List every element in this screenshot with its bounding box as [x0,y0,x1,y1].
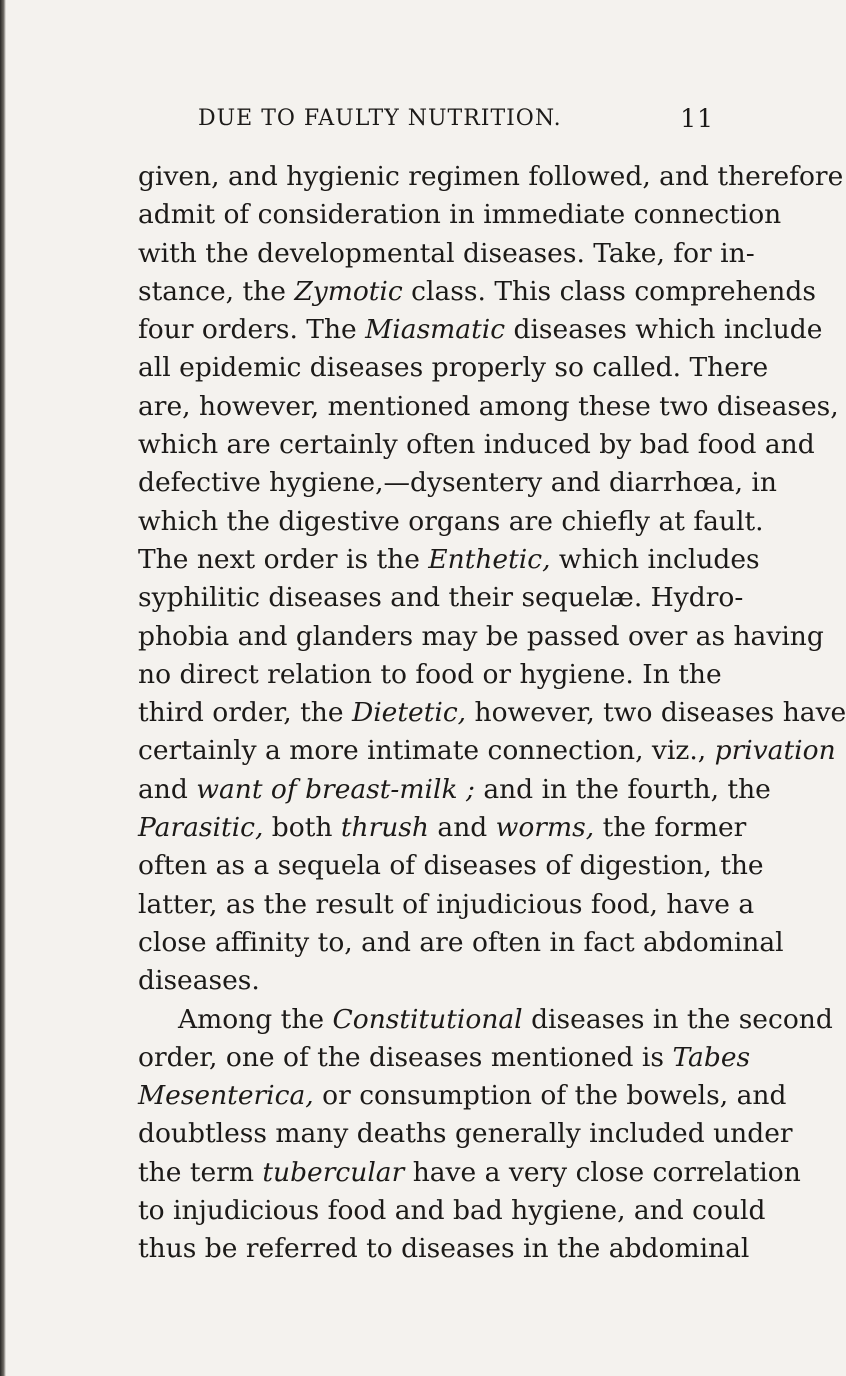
text-run: to injudicious food and bad hygiene, and could [138,1195,766,1227]
text-run: diseases. [138,965,260,997]
text-run: however, two diseases have [466,697,846,729]
text-run: latter, as the result of injudicious food, have a [138,888,755,920]
text-run: and [138,773,197,805]
text-run: are, however, mentioned among these two diseases, [138,390,839,422]
text-line [138,1039,751,1077]
text-line [138,349,769,387]
text-line [138,426,815,464]
text-run: which includes [550,543,760,575]
text-line [138,694,846,732]
text-line [138,579,744,617]
text-line [138,809,747,847]
text-run: syphilitic diseases and their sequelæ. Hydro- [138,582,744,614]
text-run: given, and hygienic regimen followed, and therefore [138,161,844,192]
page-number: 11 [680,104,714,133]
text-line [138,464,777,502]
text-line [138,388,839,426]
text-run: or consumption of the bowels, and [313,1080,787,1112]
text-line [138,196,782,234]
text-line [138,847,764,885]
text-line [138,732,836,770]
italic-term: Zymotic [294,275,403,307]
text-run: defective hygiene,—dysentery and diarrhœa, in [138,467,777,499]
italic-term: privation [714,735,836,767]
text-line [138,503,764,541]
italic-term: Tabes [672,1041,751,1073]
text-run: and in the fourth, the [474,773,771,805]
text-run: close affinity to, and are often in fact abdominal [138,926,784,958]
text-line [138,235,755,273]
text-run: thus be referred to diseases in the abdominal [138,1233,750,1265]
text-line [138,311,823,349]
text-run: have a very close correlation [404,1156,801,1188]
text-run: and [428,812,496,844]
text-run: the former [594,812,747,844]
text-line [138,656,722,694]
text-line [138,158,844,196]
text-line [138,618,824,656]
text-run: all epidemic diseases properly so called. There [138,352,769,384]
italic-term: Parasitic, [138,812,264,844]
text-run: The next order is the [138,543,429,575]
text-line [138,1077,787,1115]
text-run: the term [138,1156,263,1188]
italic-term: tubercular [262,1156,405,1188]
text-run: doubtless many deaths generally included under [138,1118,793,1150]
text-line [138,273,816,311]
text-line [138,1001,833,1039]
text-run: stance, the [138,275,295,307]
text-run: which are certainly often induced by bad food and [138,429,815,461]
italic-term: Miasmatic [365,314,506,346]
running-title: DUE TO FAULTY NUTRITION. [198,106,562,131]
text-run: which the digestive organs are chiefly at fault. [138,505,764,537]
text-line [138,541,760,579]
text-run: class. This class comprehends [402,275,816,307]
text-run: both [263,812,341,844]
text-run: order, one of the diseases mentioned is [138,1041,673,1073]
italic-term: want of breast-milk ; [196,773,475,805]
text-run: with the developmental diseases. Take, for in- [138,237,755,269]
italic-term: worms, [495,812,595,844]
text-line [138,771,771,809]
body-text [138,158,846,1269]
text-run: diseases which include [505,314,823,346]
text-line [138,886,755,924]
text-line [138,1230,750,1268]
italic-term: Mesenterica, [138,1080,314,1112]
italic-term: thrush [340,812,429,844]
page-edge [0,0,6,1376]
italic-term: Dietetic, [351,697,467,729]
text-run: diseases in the second [522,1003,833,1035]
text-line [138,924,784,962]
text-run: third order, the [138,697,352,729]
text-line [138,1115,793,1153]
text-line [138,1192,766,1230]
running-head [140,106,714,142]
text-run: four orders. The [138,314,366,346]
text-run: no direct relation to food or hygiene. In the [138,658,722,690]
text-line [138,1154,801,1192]
text-run: certainly a more intimate connection, viz., [138,735,715,767]
text-run: often as a sequela of diseases of digestion, the [138,850,764,882]
text-line [138,962,716,1000]
italic-term: Constitutional [332,1003,523,1035]
text-run: Among the [178,1003,333,1035]
italic-term: Enthetic, [428,543,551,575]
text-run: phobia and glanders may be passed over as having [138,620,824,652]
text-run: admit of consideration in immediate connection [138,199,782,231]
